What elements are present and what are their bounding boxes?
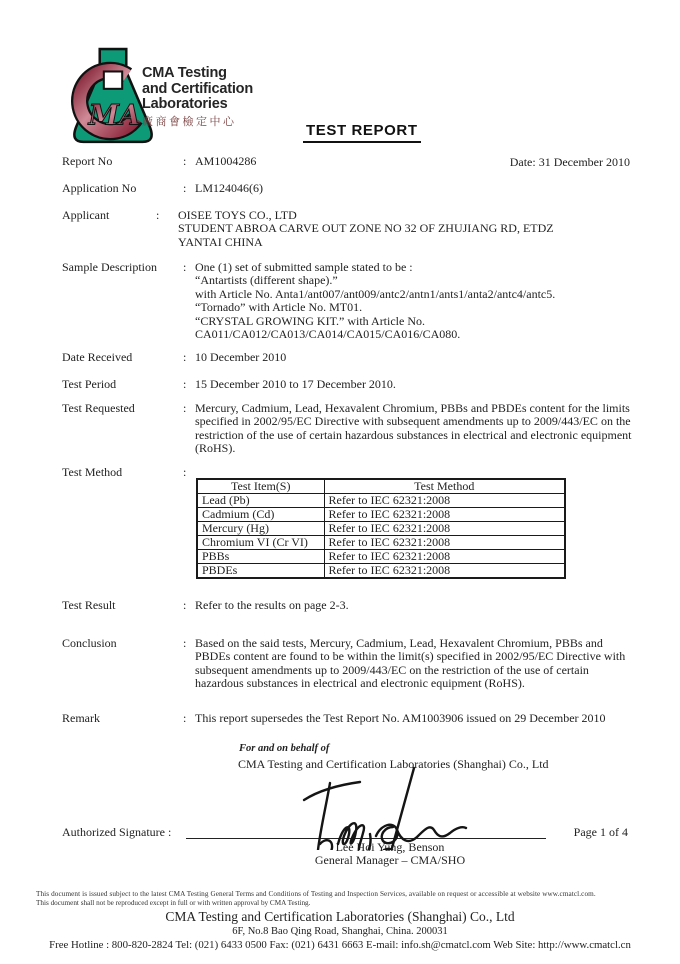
table-header-method: Test Method xyxy=(324,479,565,494)
table-row xyxy=(197,494,565,508)
field-colon: : xyxy=(183,401,187,415)
table-header-item: Test Item(S) xyxy=(197,479,324,494)
table-cell-item: Cadmium (Cd) xyxy=(197,508,324,522)
sample-description-line: “CRYSTAL GROWING KIT.” with Article No. xyxy=(195,313,426,328)
field-row-date-received xyxy=(62,351,634,364)
logo-line1: CMA Testing xyxy=(142,65,227,81)
sample-description-line: One (1) set of submitted sample stated to be : xyxy=(195,260,413,274)
sample-description-line: with Article No. Anta1/ant007/ant009/antc2/antn1/ants1/anta2/antc4/antc5. xyxy=(195,286,556,301)
table-cell-method: Refer to IEC 62321:2008 xyxy=(324,494,565,508)
field-row-sample-description xyxy=(62,261,634,341)
footer-address: 6F, No.8 Bao Qing Road, Shanghai, China. 200031 xyxy=(232,926,448,937)
test-result-value: Refer to the results on page 2-3. xyxy=(195,598,349,612)
table-cell-item: Mercury (Hg) xyxy=(197,522,324,536)
test-result-label: Test Result xyxy=(62,598,116,612)
field-colon: : xyxy=(183,181,187,195)
table-cell-item: PBBs xyxy=(197,550,324,564)
report-no-label: Report No xyxy=(62,154,113,168)
report-date: Date: 31 December 2010 xyxy=(509,155,630,169)
test-period-value: 15 December 2010 to 17 December 2010. xyxy=(195,377,396,391)
applicant-line: OISEE TOYS CO., LTD xyxy=(178,208,297,222)
table-cell-method: Refer to IEC 62321:2008 xyxy=(324,522,565,536)
remark-value: This report supersedes the Test Report No. AM1003906 issued on 29 December 2010 xyxy=(195,711,606,725)
table-cell-method: Refer to IEC 62321:2008 xyxy=(324,536,565,550)
field-colon: : xyxy=(183,154,187,168)
svg-text:MA: MA xyxy=(88,99,141,132)
logo-wordmark xyxy=(142,66,253,129)
table-cell-item: Chromium VI (Cr VI) xyxy=(197,536,324,550)
test-method-table xyxy=(196,478,566,579)
signature-company: CMA Testing and Certification Laboratories (Shanghai) Co., Ltd xyxy=(238,757,549,771)
test-method-label: Test Method xyxy=(62,465,123,479)
footer-company-name: CMA Testing and Certification Laboratories (Shanghai) Co., Ltd xyxy=(165,909,515,924)
field-colon: : xyxy=(183,598,187,612)
conclusion-label: Conclusion xyxy=(62,636,117,650)
sample-description-line: “Antartists (different shape).” xyxy=(195,273,338,288)
sample-description-line: CA011/CA012/CA013/CA014/CA015/CA016/CA080. xyxy=(195,327,461,342)
field-colon: : xyxy=(183,636,187,650)
signer-title: General Manager – CMA/SHO xyxy=(314,853,466,867)
field-row-application-no xyxy=(62,182,634,195)
table-cell-item: Lead (Pb) xyxy=(197,494,324,508)
remark-label: Remark xyxy=(62,711,100,725)
field-colon: : xyxy=(183,465,187,479)
field-colon: : xyxy=(156,208,160,222)
test-requested-value: Mercury, Cadmium, Lead, Hexavalent Chromium, PBBs and PBDEs content for the limits specified in 2002/95/EC Directive with subsequent amendments up to 2009/443/EC on the restriction of the use of certain hazardous substances in electrical and electronic equipment (RoHS). xyxy=(195,401,632,456)
footer-disclaimer-2: This document shall not be reproduced except in full or with written approval by CMA Testing. xyxy=(36,899,311,907)
conclusion-value: Based on the said tests, Mercury, Cadmium, Lead, Hexavalent Chromium, PBBs and PBDEs content are found to be within the limit(s) specified in 2002/95/EC Directive with subsequent amendments up to 2009/443/EC on the restriction of the use of certain hazardous substances in electrical and electronic equipment (RoHS). xyxy=(195,636,626,691)
signer-name: Lee Hoi Yung, Benson xyxy=(335,840,445,854)
field-colon: : xyxy=(183,260,187,274)
applicant-line: YANTAI CHINA xyxy=(178,234,263,249)
field-colon: : xyxy=(183,377,187,391)
table-row xyxy=(197,564,565,579)
document-title: TEST REPORT xyxy=(303,122,421,143)
table-row xyxy=(197,508,565,522)
report-no-value: AM1004286 xyxy=(195,154,257,168)
logo-chinese-name: 廠商會檢定中心 xyxy=(142,114,237,128)
table-cell-method: Refer to IEC 62321:2008 xyxy=(324,550,565,564)
footer-disclaimer-1: This document is issued subject to the latest CMA Testing General Terms and Conditions of Testing and Inspection Services, available on request or accessible at website www.cmatcl.com. xyxy=(36,890,596,898)
logo-line2: and Certification xyxy=(142,80,253,97)
field-row-remark xyxy=(62,712,640,725)
application-no-label: Application No xyxy=(62,181,137,195)
table-cell-item: PBDEs xyxy=(197,564,324,579)
sample-description-label: Sample Description xyxy=(62,260,157,274)
applicant-value xyxy=(178,209,634,249)
field-row-test-result xyxy=(62,599,634,612)
page-indicator: Page 1 of 4 xyxy=(573,825,628,839)
applicant-line: STUDENT ABROA CARVE OUT ZONE NO 32 OF ZHUJIANG RD, ETDZ xyxy=(178,221,554,236)
sample-description-line: “Tornado” with Article No. MT01. xyxy=(195,300,363,315)
field-row-applicant xyxy=(62,209,634,249)
field-row-test-requested xyxy=(62,402,634,456)
field-colon: : xyxy=(183,350,187,364)
logo-line3: Laboratories xyxy=(142,96,228,112)
applicant-label: Applicant xyxy=(62,208,110,222)
table-cell-method: Refer to IEC 62321:2008 xyxy=(324,508,565,522)
application-no-value: LM124046(6) xyxy=(195,181,263,195)
table-row xyxy=(197,522,565,536)
test-requested-label: Test Requested xyxy=(62,401,135,415)
table-cell-method: Refer to IEC 62321:2008 xyxy=(324,564,565,579)
table-row xyxy=(197,536,565,550)
sample-description-value xyxy=(195,261,634,341)
table-header-row xyxy=(197,479,565,494)
authorized-signature-label: Authorized Signature : xyxy=(62,825,172,839)
test-period-label: Test Period xyxy=(62,377,117,391)
field-colon: : xyxy=(183,711,187,725)
field-row-conclusion xyxy=(62,637,634,691)
on-behalf-text: For and on behalf of xyxy=(239,743,330,754)
table-row xyxy=(197,550,565,564)
footer-contact-line: Free Hotline : 800-820-2824 Tel: (021) 6433 0500 Fax: (021) 6431 6663 E-mail: info.sh@cmatcl.com Web Site: http://www.cmatcl.cn xyxy=(49,939,631,951)
date-received-label: Date Received xyxy=(62,350,133,364)
date-received-value: 10 December 2010 xyxy=(195,350,287,364)
field-row-test-period xyxy=(62,378,634,391)
handwritten-signature xyxy=(296,766,476,850)
